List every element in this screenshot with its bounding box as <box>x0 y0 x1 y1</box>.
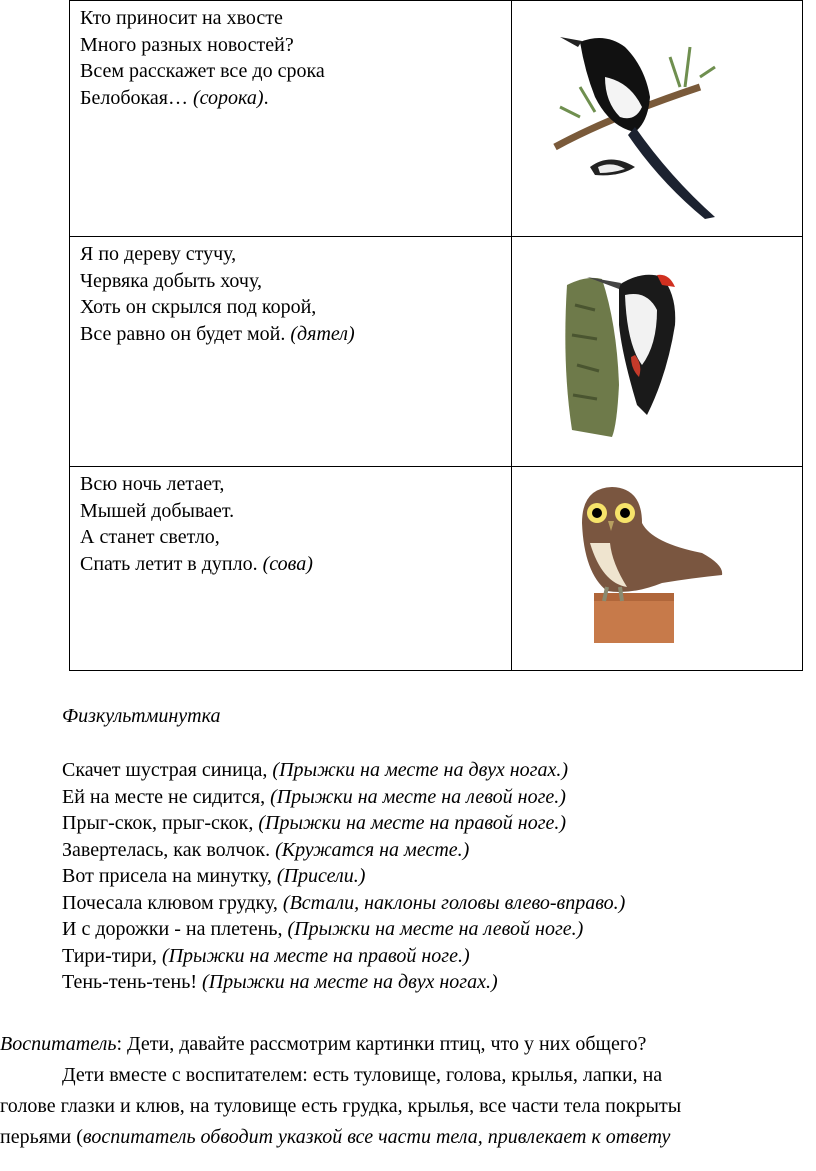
riddle-last-text: Белобокая… <box>80 86 194 109</box>
speaker-label: Воспитатель <box>0 1033 117 1055</box>
paragraph-line: Воспитатель: Дети, давайте рассмотрим картинки птиц, что у них общего? <box>0 1033 647 1055</box>
poem-line: Завертелась, как волчок. (Кружатся на месте.) <box>62 838 470 861</box>
riddle-line: А станет светло, <box>80 526 220 548</box>
riddle-line: Хоть он скрылся под корой, <box>80 296 317 318</box>
poem-line: Ей на месте не сидится, (Прыжки на месте на левой ноге.) <box>62 785 566 808</box>
poem-action: (Прыжки на месте на правой ноге.) <box>161 944 470 967</box>
riddle-line: Кто приносит на хвосте <box>80 7 283 29</box>
owl-illustration <box>562 483 727 647</box>
riddle-answer: (дятел) <box>290 322 355 345</box>
poem-action: (Встали, наклоны головы влево-вправо.) <box>282 891 626 914</box>
poem-action: (Прыжки на месте на левой ноге.) <box>287 918 584 940</box>
poem-line: Прыг-скок, прыг-скок, (Прыжки на месте на правой ноге.) <box>62 812 567 834</box>
riddle-last-line <box>80 321 511 348</box>
discussion-paragraph <box>0 1029 816 1153</box>
woodpecker-illustration <box>557 265 697 441</box>
riddle-row-magpie <box>70 1 803 237</box>
poem-line: Скачет шустрая синица, (Прыжки на месте на двух ногах.) <box>62 759 568 781</box>
riddle-last-line <box>80 551 511 578</box>
riddle-answer: (сорока) <box>193 86 264 109</box>
riddle-line: Я по дереву стучу, <box>80 243 237 265</box>
poem-action: (Прыжки на месте на двух ногах.) <box>202 971 498 993</box>
paragraph-line: Дети вместе с воспитателем: есть туловище, голова, крылья, лапки, на <box>62 1064 663 1086</box>
riddle-text-magpie <box>70 1 512 237</box>
riddle-text-woodpecker <box>70 237 512 467</box>
riddle-last-line <box>80 85 511 112</box>
poem-action: (Прыжки на месте на двух ногах.) <box>272 759 568 781</box>
exercise-poem <box>62 757 625 996</box>
poem-action: (Кружатся на месте.) <box>275 838 470 861</box>
riddle-line: Мышей добывает. <box>80 499 235 522</box>
riddle-text-owl <box>70 467 512 671</box>
riddle-line: Червяка добыть хочу, <box>80 269 262 292</box>
section-title: Физкультминутка <box>62 705 221 727</box>
paragraph-line: голове глазки и клюв, на туловище есть грудка, крылья, все части тела покрыты <box>0 1095 682 1117</box>
riddle-last-text: Спать летит в дупло. <box>80 552 263 575</box>
paragraph-line: перьями (воспитатель обводит указкой все части тела, привлекает к ответу <box>0 1126 671 1148</box>
poem-line: Почесала клювом грудку, (Встали, наклоны головы влево-вправо.) <box>62 891 626 914</box>
poem-action: (Прыжки на месте на правой ноге.) <box>258 812 567 834</box>
riddle-line: Всем расскажет все до срока <box>80 60 325 82</box>
poem-line: Тири-тири, (Прыжки на месте на правой ноге.) <box>62 944 470 967</box>
poem-line: И с дорожки - на плетень, (Прыжки на месте на левой ноге.) <box>62 918 584 940</box>
magpie-illustration <box>550 27 720 223</box>
poem-line: Вот присела на минутку, (Присели.) <box>62 865 366 887</box>
riddle-row-owl <box>70 467 803 671</box>
riddles-table <box>69 0 803 671</box>
poem-line: Тень-тень-тень! (Прыжки на месте на двух ногах.) <box>62 971 498 993</box>
riddle-last-text: Все равно он будет мой. <box>80 322 291 345</box>
riddle-line: Всю ночь летает, <box>80 473 225 495</box>
riddle-answer: (сова) <box>262 552 313 575</box>
poem-action: (Прыжки на месте на левой ноге.) <box>270 785 566 808</box>
riddle-picture-owl <box>512 467 803 671</box>
riddle-picture-magpie <box>512 1 803 237</box>
riddle-row-woodpecker <box>70 237 803 467</box>
riddle-picture-woodpecker <box>512 237 803 467</box>
poem-action: (Присели.) <box>276 865 366 887</box>
riddle-line: Много разных новостей? <box>80 33 294 56</box>
riddle-tail: . <box>263 86 269 109</box>
